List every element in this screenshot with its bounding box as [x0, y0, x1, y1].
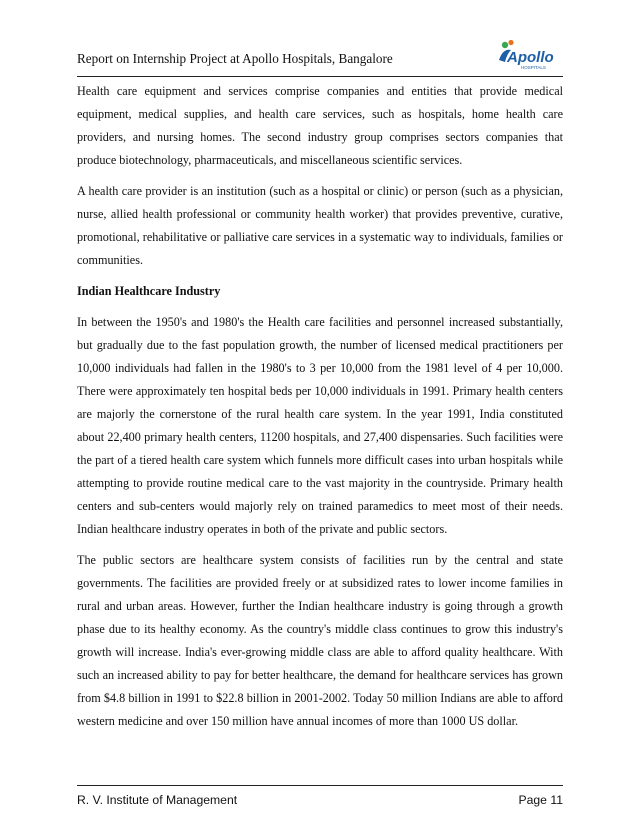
- logo-wordmark: Apollo: [507, 49, 554, 66]
- page-number: Page 11: [518, 793, 563, 807]
- page-body: [77, 80, 563, 733]
- footer-institute: R. V. Institute of Management: [77, 793, 238, 807]
- apollo-logo: [497, 38, 563, 74]
- page-footer: [77, 785, 563, 812]
- paragraph-health-care-equipment: Health care equipment and services comprise companies and entities that provide medical equipment, medical supplies, and health care services, such as hospitals, home health care providers, and nursing homes. The second industry group comprises sectors companies that produce biotechnology, pharmaceuticals, and miscellaneous scientific services.: [77, 84, 563, 167]
- logo-subtext: HOSPITALS: [521, 65, 546, 70]
- paragraph-indian-healthcare-history: In between the 1950's and 1980's the Health care facilities and personnel increased substantially, but gradually due to the fast population growth, the number of licensed medical practitioners per 10,000 individuals had fallen in the 1980's to 3 per 10,000 from the 1981 level of 4 per 10,000. There were approximately ten hospital beds per 10,000 individuals in 1991. Primary health centers are majorly the cornerstone of the rural health care system. In the year 1991, India constituted about 22,400 primary health centers, 11200 hospitals, and 27,400 dispensaries. Such facilities were the part of a tiered health care system which funnels more difficult cases into urban hospitals while attempting to provide routine medical care to the vast majority in the countryside. Primary health centers and sub-centers would majorly rely on trained paramedics to meet most of their needs. Indian healthcare industry operates in both of the private and public sectors.: [77, 315, 563, 536]
- header-title: Report on Internship Project at Apollo Hospitals, Bangalore: [77, 51, 393, 66]
- paragraph-health-care-provider: A health care provider is an institution (such as a hospital or clinic) or person (such as a physician, nurse, allied health professional or community health worker) that provides preventive, curative, promotional, rehabilitative or palliative care services in a systematic way to individuals, families or communities.: [77, 184, 563, 267]
- page-header: [77, 44, 563, 77]
- apollo-logo-icon: [497, 38, 563, 74]
- paragraph-public-sector: The public sectors are healthcare system consists of facilities run by the central and state governments. The facilities are provided freely or at subsidized rates to lower income families in rural and urban areas. However, further the Indian healthcare industry is going through a growth phase due to its healthy economy. As the country's middle class continues to grow this industry's growth will increase. India's ever-growing middle class are able to afford quality healthcare. With such an increased ability to pay for better healthcare, the demand for healthcare services has grown from $4.8 billion in 1991 to $22.8 billion in 2001-2002. Today 50 million Indians are able to afford western medicine and over 150 million have annual incomes of more than 1000 US dollar.: [77, 553, 563, 728]
- section-heading: Indian Healthcare Industry: [77, 284, 221, 298]
